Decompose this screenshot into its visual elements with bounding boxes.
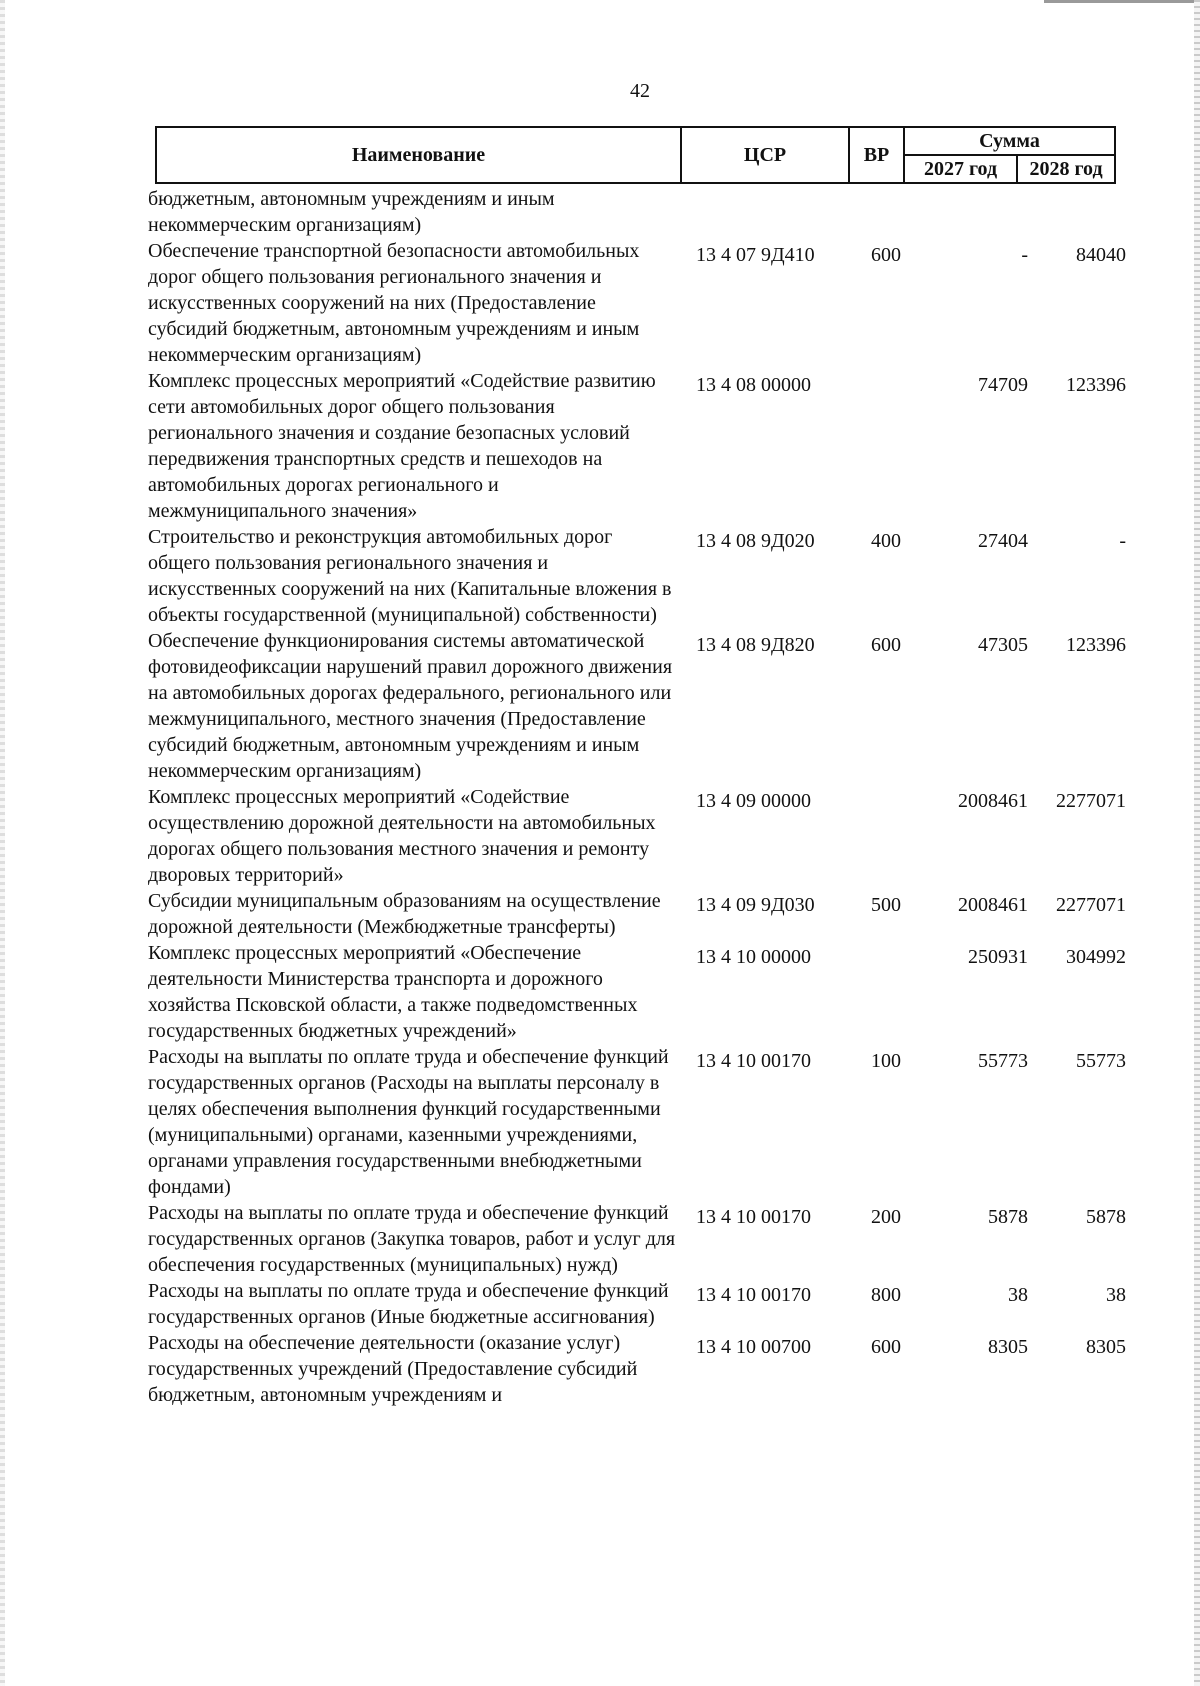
row-csr: 13 4 07 9Д410 <box>696 244 815 266</box>
row-sum-2028: 304992 <box>1066 946 1126 968</box>
row-sum-2028: 55773 <box>1076 1050 1126 1072</box>
row-name: Субсидии муниципальным образованиям на осуществление дорожной деятельности (Межбюджетные трансферты) <box>148 890 661 938</box>
row-vr: 100 <box>871 1050 901 1072</box>
table-row <box>148 628 1128 784</box>
header-name: Наименование <box>156 127 681 183</box>
row-name: Расходы на выплаты по оплате труда и обеспечение функций государственных органов (Иные бюджетные ассигнования) <box>148 1280 669 1328</box>
row-sum-2027 <box>918 186 1028 190</box>
row-sum-2027: 55773 <box>978 1050 1028 1072</box>
row-vr <box>858 784 914 788</box>
row-sum-2027: - <box>1021 244 1028 266</box>
row-sum-2027: 38 <box>1008 1284 1028 1306</box>
row-vr: 600 <box>871 634 901 656</box>
row-name: Обеспечение транспортной безопасности автомобильных дорог общего пользования регионального значения и искусственных сооружений на них (Предоставление субсидий бюджетным, автономным учреждениям и иным некоммерческим организациям) <box>148 240 640 366</box>
row-csr: 13 4 08 00000 <box>696 374 811 396</box>
row-vr: 400 <box>871 530 901 552</box>
row-csr: 13 4 08 9Д820 <box>696 634 815 656</box>
row-csr: 13 4 09 9Д030 <box>696 894 815 916</box>
header-year-2027: 2027 год <box>904 155 1017 183</box>
row-sum-2028: 123396 <box>1066 374 1126 396</box>
table-row <box>148 888 1128 940</box>
row-sum-2027: 47305 <box>978 634 1028 656</box>
row-vr: 600 <box>871 244 901 266</box>
row-name: Комплекс процессных мероприятий «Обеспечение деятельности Министерства транспорта и дорожного хозяйства Псковской области, а также подведомственных государственных бюджетных учреждений» <box>148 942 638 1042</box>
row-sum-2028: 2277071 <box>1056 790 1126 812</box>
row-csr: 13 4 10 00170 <box>696 1206 811 1228</box>
row-csr <box>696 186 856 190</box>
row-sum-2027: 27404 <box>978 530 1028 552</box>
row-sum-2028: - <box>1119 530 1126 552</box>
table-row <box>148 368 1128 524</box>
row-vr: 500 <box>871 894 901 916</box>
table-row <box>148 238 1128 368</box>
row-sum-2027: 2008461 <box>958 894 1028 916</box>
table-row <box>148 186 1128 238</box>
table-row <box>148 940 1128 1044</box>
row-csr: 13 4 08 9Д020 <box>696 530 815 552</box>
table-row <box>148 1200 1128 1278</box>
scan-edge-top <box>1044 0 1194 3</box>
row-sum-2028: 84040 <box>1076 244 1126 266</box>
row-sum-2028 <box>1032 186 1126 190</box>
row-vr <box>858 940 914 944</box>
row-name: Расходы на выплаты по оплате труда и обеспечение функций государственных органов (Расходы на выплаты персоналу в целях обеспечения выполнения функций государственными (муниципальными) органами, казенными учреждениями, органами управления государственными внебюджетными фондами) <box>148 1046 669 1198</box>
row-name: Расходы на выплаты по оплате труда и обеспечение функций государственных органов (Закупка товаров, работ и услуг для обеспечения государственных (муниципальных) нужд) <box>148 1202 676 1276</box>
row-csr: 13 4 10 00170 <box>696 1284 811 1306</box>
row-sum-2027: 250931 <box>968 946 1028 968</box>
row-sum-2027: 8305 <box>988 1336 1028 1358</box>
row-name: Обеспечение функционирования системы автоматической фотовидеофиксации нарушений правил дорожного движения на автомобильных дорогах федерального, регионального или межмуниципального, местного значения (Предоставление субсидий бюджетным, автономным учреждениям и иным некоммерческим организациям) <box>148 630 673 782</box>
row-vr: 600 <box>871 1336 901 1358</box>
row-csr: 13 4 10 00170 <box>696 1050 811 1072</box>
row-csr: 13 4 09 00000 <box>696 790 811 812</box>
table-row <box>148 1044 1128 1200</box>
page-number: 42 <box>630 80 650 102</box>
row-sum-2028: 8305 <box>1086 1336 1126 1358</box>
table-row <box>148 1330 1128 1408</box>
header-vr: ВР <box>849 127 904 183</box>
header-csr: ЦСР <box>681 127 849 183</box>
row-csr: 13 4 10 00700 <box>696 1336 811 1358</box>
row-sum-2028: 2277071 <box>1056 894 1126 916</box>
header-sum: Сумма <box>904 127 1115 155</box>
row-sum-2027: 2008461 <box>958 790 1028 812</box>
row-sum-2028: 38 <box>1106 1284 1126 1306</box>
row-name: бюджетным, автономным учреждениям и иным некоммерческим организациям) <box>148 188 555 236</box>
row-vr <box>858 368 914 372</box>
row-name: Расходы на обеспечение деятельности (оказание услуг) государственных учреждений (Предоставление субсидий бюджетным, автономным учреждениям и <box>148 1332 638 1406</box>
row-name: Комплекс процессных мероприятий «Содействие развитию сети автомобильных дорог общего пользования регионального значения и создание безопасных условий передвижения транспортных средств и пешеходов на автомобильных дорогах регионального и межмуниципального значения» <box>148 370 656 522</box>
row-vr: 200 <box>871 1206 901 1228</box>
table-body <box>148 186 1128 1408</box>
header-year-2028: 2028 год <box>1017 155 1115 183</box>
row-csr: 13 4 10 00000 <box>696 946 811 968</box>
table-header <box>155 126 1116 184</box>
row-vr: 800 <box>871 1284 901 1306</box>
scan-edge-left <box>0 0 5 1686</box>
row-sum-2028: 5878 <box>1086 1206 1126 1228</box>
table-row <box>148 784 1128 888</box>
row-name: Строительство и реконструкция автомобильных дорог общего пользования регионального значения и искусственных сооружений на них (Капитальные вложения в объекты государственной (муниципальной) собственности) <box>148 526 672 626</box>
row-vr <box>858 186 914 190</box>
table-row <box>148 524 1128 628</box>
table-row <box>148 1278 1128 1330</box>
row-sum-2027: 5878 <box>988 1206 1028 1228</box>
row-name: Комплекс процессных мероприятий «Содействие осуществлению дорожной деятельности на автомобильных дорогах общего пользования местного значения и ремонту дворовых территорий» <box>148 786 656 886</box>
row-sum-2028: 123396 <box>1066 634 1126 656</box>
scan-edge-right <box>1194 0 1200 1686</box>
row-sum-2027: 74709 <box>978 374 1028 396</box>
